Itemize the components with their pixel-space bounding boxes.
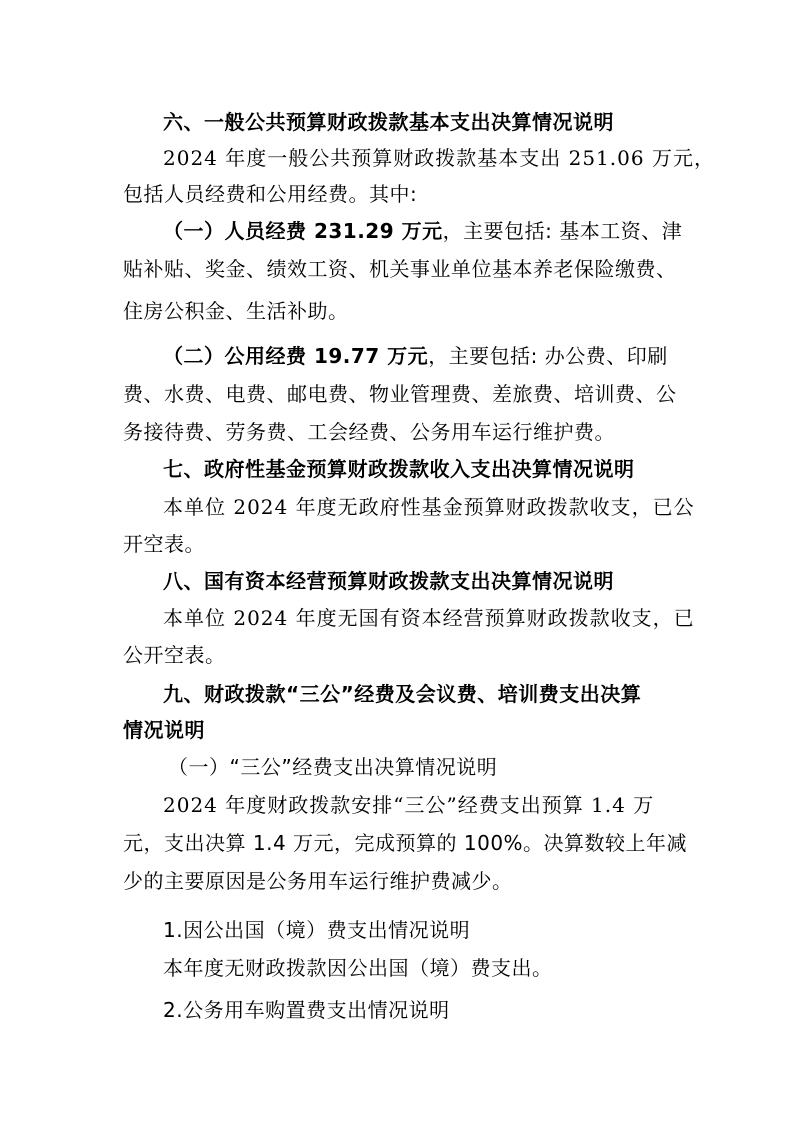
- section-6-paragraph-line: 包括人员经费和公用经费。其中:: [123, 182, 418, 206]
- section-9-paragraph-line: 元，支出决算 1.4 万元，完成预算的 100%。决算数较上年减: [123, 831, 688, 855]
- item-2-title: （二）公用经费 19.77 万元: [163, 344, 429, 368]
- section-6-heading: 六、一般公共预算财政拨款基本支出决算情况说明: [163, 110, 614, 134]
- section-6-item-1-line: 住房公积金、生活补助。: [123, 299, 349, 323]
- section-8-heading: 八、国有资本经营预算财政拨款支出决算情况说明: [163, 569, 614, 593]
- section-8-paragraph-line: 本单位 2024 年度无国有资本经营预算财政拨款收支，已: [163, 606, 695, 630]
- section-6-item-1-line: 贴补贴、奖金、绩效工资、机关事业单位基本养老保险缴费、: [123, 257, 677, 281]
- item-1-text: ，主要包括: 基本工资、津: [442, 219, 683, 243]
- section-7-paragraph-line: 开空表。: [123, 532, 205, 556]
- section-8-paragraph-line: 公开空表。: [123, 643, 226, 667]
- section-7-paragraph-line: 本单位 2024 年度无政府性基金预算财政拨款收支，已公: [163, 495, 695, 519]
- section-9-paragraph-line: 2024 年度财政拨款安排“三公”经费支出预算 1.4 万: [163, 793, 655, 817]
- section-7-heading: 七、政府性基金预算财政拨款收入支出决算情况说明: [163, 457, 635, 481]
- section-9-paragraph-line: 少的主要原因是公务用车运行维护费减少。: [123, 869, 513, 893]
- section-6-paragraph-line: 2024 年度一般公共预算财政拨款基本支出 251.06 万元，: [163, 146, 715, 170]
- section-9-subheading: （一）“三公”经费支出决算情况说明: [168, 755, 498, 779]
- section-6-item-2-line: 务接待费、劳务费、工会经费、公务用车运行维护费。: [123, 420, 615, 444]
- section-9-heading: 九、财政拨款“三公”经费及会议费、培训费支出决算: [163, 682, 642, 706]
- section-6-item-2: [163, 342, 668, 370]
- item-2-text: ，主要包括: 办公费、印刷: [428, 344, 668, 368]
- section-9-item-2-title: 2.公务用车购置费支出情况说明: [163, 998, 450, 1022]
- section-6-item-2-line: 费、水费、电费、邮电费、物业管理费、差旅费、培训费、公: [123, 382, 677, 406]
- section-9-item-1-title: 1.因公出国（境）费支出情况说明: [163, 918, 471, 942]
- section-6-item-1: [163, 217, 682, 245]
- section-9-item-1-text: 本年度无财政拨款因公出国（境）费支出。: [163, 956, 553, 980]
- section-9-heading-line: 情况说明: [123, 718, 205, 742]
- item-1-title: （一）人员经费 231.29 万元: [163, 219, 443, 243]
